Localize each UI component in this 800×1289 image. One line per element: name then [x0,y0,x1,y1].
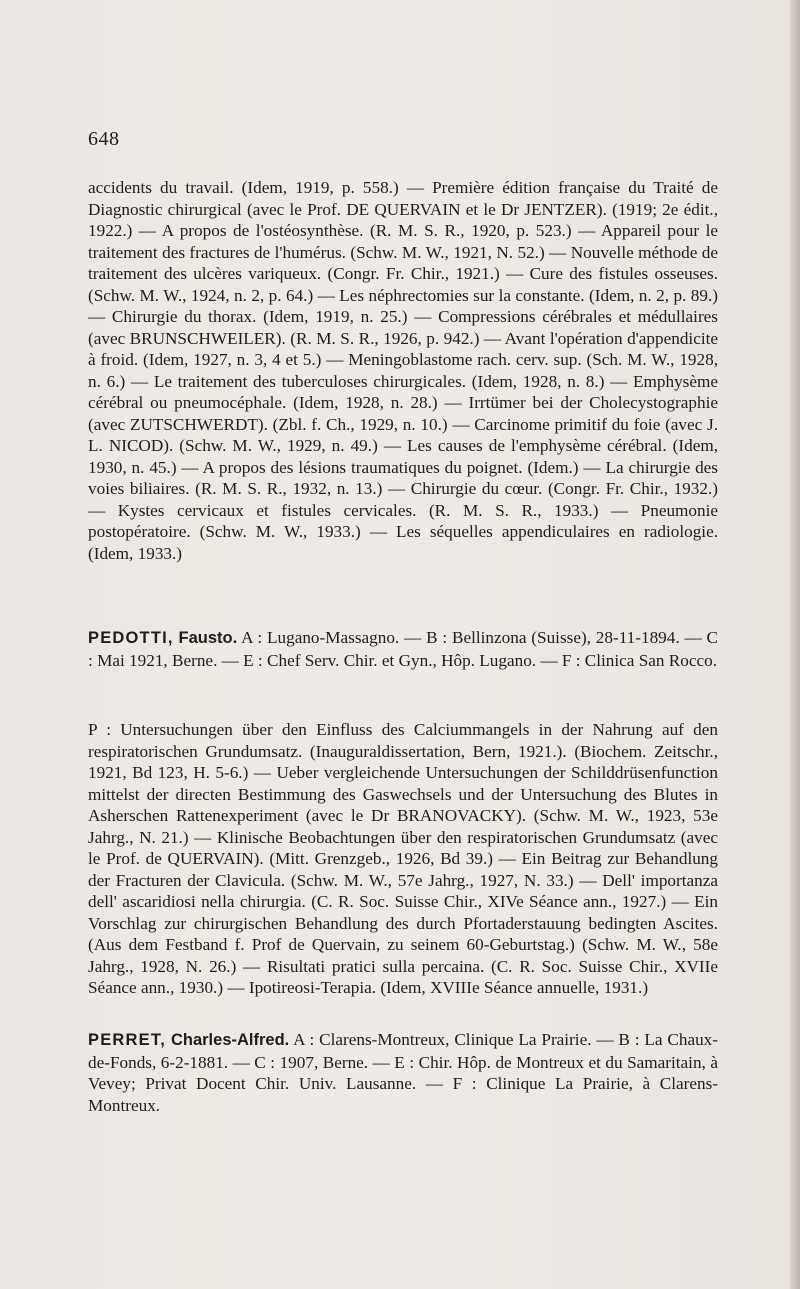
bibliography-paragraph: accidents du travail. (Idem, 1919, p. 558.) — Première édition française du Traité de Diagnostic chirurgical (avec le Prof. DE QUERVAIN et le Dr JENTZER). (1919; 2e édit., 1922.) — A propos de l'ostéosynthèse. (R. M. S. R., 1920, p. 523.) — Appareil pour le traitement des fractures de l'humérus. (Schw. M. W., 1921, N. 52.) — Nouvelle méthode de traitement des ulcères variqueux. (Congr. Fr. Chir., 1921.) — Cure des fistules osseuses. (Schw. M. W., 1924, n. 2, p. 64.) — Les néphrectomies sur la constante. (Idem, n. 2, p. 89.) — Chirurgie du thorax. (Idem, 1919, n. 25.) — Compressions cérébrales et médullaires (avec BRUNSCHWEILER). (R. M. S. R., 1926, p. 942.) — Avant l'opération d'appendicite à froid. (Idem, 1927, n. 3, 4 et 5.) — Meningoblastome rach. cerv. sup. (Sch. M. W., 1928, n. 6.) — Le traitement des tuberculoses chirurgicales. (Idem, 1928, n. 8.) — Emphysème cérébral ou pneumocéphale. (Idem, 1928, n. 28.) — Irrtümer bei der Cholecystographie (avec ZUTSCHWERDT). (Zbl. f. Ch., 1929, n. 10.) — Carcinome primitif du foie (avec J. L. NICOD). (Schw. M. W., 1929, n. 49.) — Les causes de l'emphysème cérébral. (Idem, 1930, n. 45.) — A propos des lésions traumatiques du poignet. (Idem.) — La chirurgie des voies biliaires. (R. M. S. R., 1932, n. 13.) — Chirurgie du cœur. (Congr. Fr. Chir., 1932.) — Kystes cervicaux et fistules cervicales. (R. M. S. R., 1933.) — Pneumonie postopératoire. (Schw. M. W., 1933.) — Les séquelles appendiculaires en radiologie. (Idem, 1933.) [88,178,718,563]
page-number: 648 [88,128,120,150]
entry-firstname: Fausto. [178,629,238,647]
continued-bibliography [88,177,718,564]
entry-pedotti-publications [88,719,718,999]
entry-surname: PERRET, [88,1031,167,1049]
entry-details: A : Lugano-Massagno. — B : Bellinzona (Suisse), 28-11-1894. — C : Mai 1921, Berne. — E : Chef Serv. Chir. et Gyn., Hôp. Lugano. — F : Clinica San Rocco. [88,628,718,670]
entry-heading [88,627,718,671]
entry-firstname: Charles-Alfred. [170,1031,290,1049]
page-edge-shadow [790,0,800,1289]
entry-details: A : Clarens-Montreux, Clinique La Prairie. — B : La Chaux-de-Fonds, 6-2-1881. — C : 1907, Berne. — E : Chir. Hôp. de Montreux et du Samaritain, à Vevey; Privat Docent Chir. Univ. Lausanne. — F : Clinique La Prairie, à Clarens-Montreux. [88,1030,719,1115]
entry-heading [88,1029,718,1116]
publications-paragraph: P : Untersuchungen über den Einfluss des Calciummangels in der Nahrung auf den respiratorischen Grundumsatz. (Inauguraldissertation, Bern, 1921.). (Biochem. Zeitschr., 1921, Bd 123, H. 5-6.) — Ueber vergleichende Untersuchungen der Schilddrüsenfunction mittelst der directen Bestimmung des Gaswechsels und der Untersuchung des Blutes in Asherschen Rattenexperiment (avec le Dr BRANOVACKY). (Schw. M. W., 1923, 53e Jahrg., N. 21.) — Klinische Beobachtungen über den respiratorischen Grundumsatz (avec le Prof. de QUERVAIN). (Mitt. Grenzgeb., 1926, Bd 39.) — Ein Beitrag zur Behandlung der Fracturen der Clavicula. (Schw. M. W., 57e Jahrg., 1927, N. 33.) — Dell' importanza dell' ascaridiosi nella chirurgia. (C. R. Soc. Suisse Chir., XIVe Séance ann., 1927.) — Ein Vorschlag zur chirurgischen Behandlung des durch Pfortaderstauung bedingten Ascites. (Aus dem Festband f. Prof de Quervain, zu seinem 60-Geburtstag.) (Schw. M. W., 58e Jahrg., 1928, N. 26.) — Risultati pratici sulla percaina. (C. R. Soc. Suisse Chir., XVIIe Séance ann., 1930.) — Ipotireosi-Terapia. (Idem, XVIIIe Séance annuelle, 1931.) [88,720,718,997]
entry-perret [88,1029,718,1116]
entry-pedotti-header [88,627,718,671]
entry-surname: PEDOTTI, [88,629,174,647]
